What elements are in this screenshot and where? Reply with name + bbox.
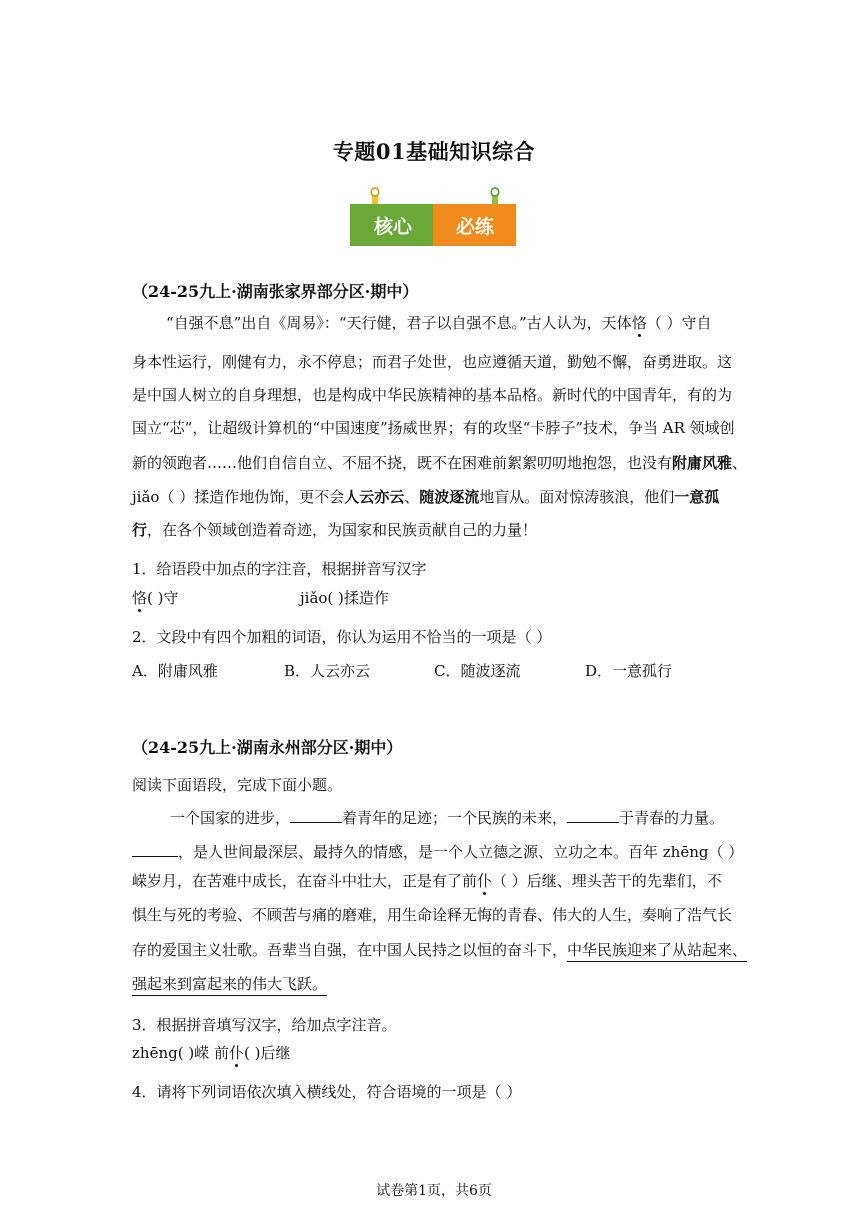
passage-line: 身本性运行，刚健有力，永不停息；而君子处世，也应遵循天道，勤勉不懈，奋勇进取。这 [132,353,733,371]
badge-left-label: 核心 [374,216,413,238]
question-1: 1．给语段中加点的字注音，根据拼音写汉字 [132,560,427,578]
passage-line: jiǎo（ ）揉造作地伪饰，更不会人云亦云、随波逐流地盲从。面对惊涛骇浪，他们一意孤 [132,488,720,506]
option-b[interactable]: B．人云亦云 [284,662,371,680]
bold-term: 随波逐流 [419,488,480,506]
passage-line: 国立“芯”，让超级计算机的“中国速度”扬威世界；有的攻坚“卡脖子”技术，争当 AR 领域创 [132,419,735,437]
section-badge [350,186,518,248]
passage-line: ，是人世间最深层、最持久的情感，是一个人立德之源、立功之本。百年 zhēng（ ） [132,842,746,860]
passage-line: 新的领跑者……他们自信自立、不屈不挠，既不在困难前絮絮叨叨地抱怨，也没有附庸风雅、 [132,454,748,472]
bold-term: 人云亦云 [344,488,405,506]
passage-line: 惧生与死的考验、不顾苦与痛的磨难，用生命诠释无悔的青春、伟大的人生，奏响了浩气长 [132,906,733,924]
question-2: 2．文段中有四个加粗的词语，你认为运用不恰当的一项是（ ） [132,628,552,646]
instruction: 阅读下面语段，完成下面小题。 [132,776,343,794]
question-1a: 恪( )守 [132,589,179,607]
dotted-char: 仆 [477,872,493,890]
option-d[interactable]: D．一意孤行 [585,662,673,680]
question-4: 4．请将下列词语依次填入横线处，符合语境的一项是（ ） [132,1083,522,1101]
question-3-blanks: zhēng( )嵘 前仆( )后继 [132,1044,291,1062]
underlined-text: 中华民族迎来了从站起来、 [567,941,747,962]
passage-line [132,977,746,992]
section-source: （24-25九上·湖南永州部分区·期中） [132,738,403,757]
bold-term: 一意孤 [674,488,720,506]
passage-line: 是中国人树立的自身理想，也是构成中华民族精神的基本品格。新时代的中国青年，有的为 [132,386,733,404]
question-3: 3．根据拼音填写汉字，给加点字注音。 [132,1016,397,1034]
page-title: 专题01基础知识综合 [332,139,536,164]
passage-line: 一个国家的进步， 着青年的足迹；一个民族的未来， 于青春的力量。 [170,809,725,827]
page-footer: 试卷第1页，共6页 [376,1183,492,1199]
section-source: （24-25九上·湖南张家界部分区·期中） [132,282,419,301]
passage-line: 嵘岁月，在苦难中成长，在奋斗中壮大，正是有了前仆（ ）后继、埋头苦干的先辈们，不 [132,872,722,890]
badge-right-label: 必练 [456,216,495,238]
passage-line: “自强不息”出自《周易》：“天行健，君子以自强不息。”古人认为，天体恪（ ）守自 [166,314,712,332]
bold-term: 附庸风雅 [672,454,733,472]
question-1b: jiǎo( )揉造作 [300,589,389,607]
option-a[interactable]: A．附庸风雅 [132,662,218,680]
underlined-text: 强起来到富起来的伟大飞跃。 [132,975,327,996]
dotted-char: 恪 [631,314,647,332]
passage-line: 存的爱国主义壮歌。吾辈当自强，在中国人民持之以恒的奋斗下，中华民族迎来了从站起来、 [132,943,746,958]
passage-line: 行，在各个领域创造着奇迹，为国家和民族贡献自己的力量！ [132,521,538,539]
option-c[interactable]: C．随波逐流 [434,662,521,680]
